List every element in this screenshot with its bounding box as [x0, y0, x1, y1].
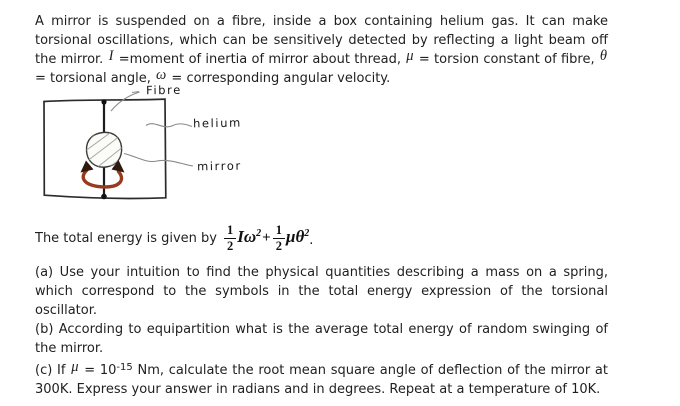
mirror-leader-line	[124, 154, 193, 167]
potential-exponent: 2	[304, 228, 310, 239]
fraction-numerator: 1	[273, 224, 285, 239]
question-c	[35, 361, 608, 399]
intro-text-4: = torsional angle,	[35, 71, 156, 86]
equation-lead-text: The total energy is given by	[35, 230, 217, 246]
symbol-torsion-constant: μ	[406, 48, 414, 64]
exponent-minus-15: -15	[116, 362, 133, 373]
kinetic-term	[237, 228, 261, 248]
intro-text-1: A mirror is suspended on a fibre, inside a box containing helium gas. It can make torsional oscillations, which can be sensitively detected by reflecting a light beam off the mirror.	[35, 14, 608, 67]
plus-sign: +	[262, 229, 271, 246]
symbol-angular-velocity: ω	[156, 67, 167, 83]
mirror-label: mirror	[196, 158, 242, 174]
rotation-arrow	[83, 171, 121, 187]
question-a: (a) Use your intuition to find the physical quantities describing a mass on a spring, which correspond to the symbols in the total energy expression of the torsional oscillator.	[35, 265, 608, 318]
fibre-leader-line	[111, 92, 140, 112]
symbol-torsion-constant-c: μ	[71, 359, 79, 375]
total-energy-formula	[223, 224, 313, 252]
helium-label: helium	[192, 115, 242, 131]
potential-term	[286, 228, 309, 248]
question-c-text-1: (c) If	[35, 363, 71, 378]
question-b: (b) According to equipartition what is the average total energy of random swinging of the mirror.	[35, 322, 608, 356]
diagram-drawing	[40, 86, 300, 210]
fibre-bottom-anchor	[101, 194, 107, 200]
torsion-pendulum-diagram	[40, 82, 680, 210]
symbol-moment-of-inertia: I	[108, 48, 114, 64]
potential-variables: μθ	[285, 227, 305, 246]
helium-leader-line	[146, 124, 192, 127]
intro-text-2: =moment of inertia of mirror about thread,	[114, 52, 406, 67]
kinetic-variables: Iω	[237, 227, 257, 246]
total-energy-equation-row	[35, 218, 680, 258]
fraction-one-half-2	[273, 224, 285, 252]
kinetic-exponent: 2	[256, 228, 262, 239]
fraction-one-half-1	[224, 224, 236, 252]
symbol-torsional-angle: θ	[599, 48, 607, 64]
question-c-text-3: Nm, calculate the root mean square angle of deflection of the mirror at 300K. Express your answer in radians and in degrees. Repeat at a temperature of 10K.	[35, 363, 608, 397]
fraction-numerator: 1	[224, 224, 236, 239]
fibre-top-anchor	[101, 99, 106, 104]
intro-text-3: = torsion constant of fibre,	[414, 52, 599, 67]
intro-paragraph	[35, 12, 608, 88]
equation-period: .	[309, 232, 314, 248]
fraction-denominator: 2	[275, 238, 282, 253]
intro-text-5: = corresponding angular velocity.	[167, 71, 391, 86]
question-c-text-2: = 10	[79, 363, 117, 378]
fraction-denominator: 2	[227, 238, 234, 253]
fibre-label: Fibre	[145, 82, 182, 98]
